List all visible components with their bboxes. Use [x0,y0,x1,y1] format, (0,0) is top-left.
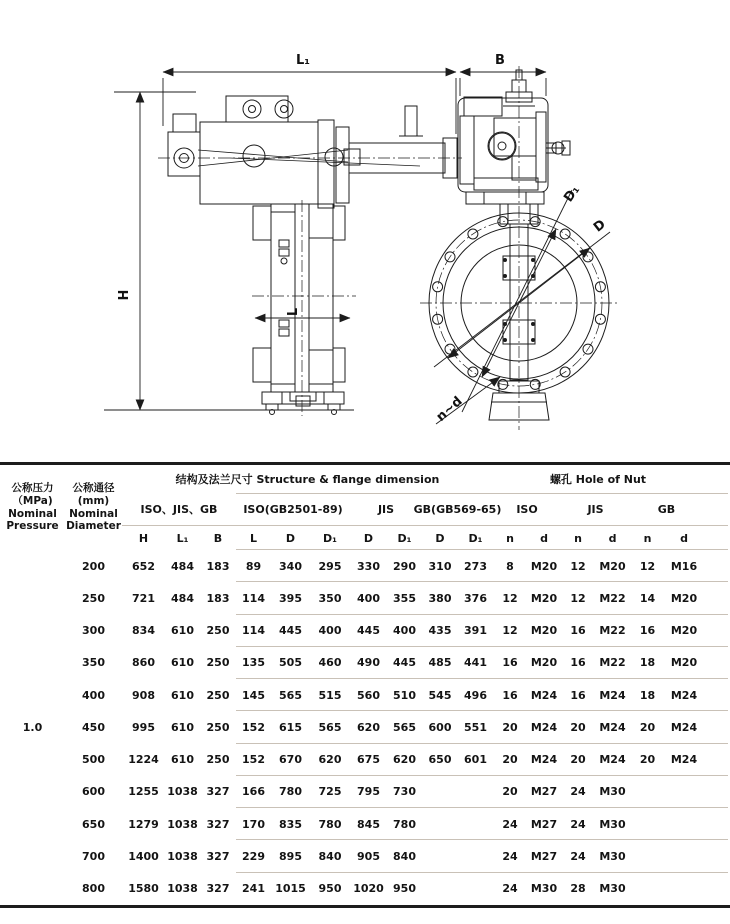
table-cell: 460 [318,656,342,670]
table-cell: 24 [570,785,586,799]
table-cell: M20 [599,559,626,573]
table-cell: 670 [279,753,302,767]
table-cell: 610 [171,624,194,638]
table-cell: 840 [393,850,416,864]
col-d-gb: D [435,531,445,545]
table-cell: 250 [206,624,230,638]
table-cell: 730 [393,785,416,799]
col-n-jis: n [574,531,582,545]
table-cell: M20 [670,656,698,670]
table-cell: 560 [357,688,380,702]
table-cell: 229 [242,850,265,864]
pressure-header-en2: Pressure [6,520,59,533]
col-d-nut-iso: d [540,531,548,545]
nominal-diameter-cell: 250 [82,591,105,605]
table-cell: 610 [171,688,194,702]
table-cell: 565 [393,720,416,734]
table-row [0,679,730,711]
bolt-hole [498,217,508,227]
subhead-iso-flange: ISO(GB2501-89) [243,502,343,516]
nominal-diameter-cell: 400 [82,688,105,702]
table-cell: M24 [599,753,626,767]
table-cell: 445 [279,624,302,638]
table-cell: 135 [242,656,265,670]
table-cell: 1255 [128,785,159,799]
table-cell [422,808,458,840]
table-cell [422,873,458,905]
table-cell [630,840,665,872]
table-cell: 20 [639,720,656,734]
diameter-header-en2: Diameter [66,520,121,533]
table-cell: M20 [530,624,558,638]
table-cell: 620 [357,720,380,734]
table-cell: 166 [242,785,265,799]
col-l1: L₁ [176,531,189,545]
subhead-jis-nut: JIS [587,502,604,516]
table-row [0,744,730,776]
table-cell: 18 [639,688,656,702]
col-d-nut-jis: d [608,531,617,545]
table-cell [458,840,493,872]
table-cell: 290 [393,559,416,573]
table-cell [665,808,703,840]
table-cell: 14 [639,591,656,605]
subhead-iso-jis-gb: ISO、JIS、GB [140,503,218,516]
col-d1-jis: D₁ [397,531,412,545]
nominal-diameter-cell: 800 [82,882,105,896]
pressure-header-unit: （MPa) [12,494,53,507]
table-cell: 12 [502,624,518,638]
table-cell [422,776,458,808]
table-cell: 1038 [167,817,198,831]
table-cell: 1400 [128,850,159,864]
dim-label-nd: n~d [433,393,466,425]
group-hole-of-nut: 螺孔 Hole of Nut [549,472,647,486]
col-d-nut-gb: d [680,531,688,545]
table-cell: 241 [242,882,265,896]
table-cell: 721 [132,591,155,605]
table-cell: 1279 [128,817,159,831]
table-cell: 114 [242,591,265,605]
table-cell: M27 [530,785,558,799]
header-rule-2 [122,525,728,526]
table-cell: 273 [464,559,487,573]
table-cell: 20 [639,753,656,767]
valve-drawing [0,0,730,460]
table-cell: 12 [570,591,586,605]
table-cell: 24 [502,817,518,831]
table-cell: 327 [206,817,230,831]
table-cell: 170 [242,817,265,831]
table-cell: M24 [670,720,698,734]
dim-label-h: H [117,289,132,301]
table-cell: 1038 [167,850,198,864]
table-row [0,582,730,614]
table-cell: 995 [132,720,155,734]
col-d1-gb: D₁ [468,531,483,545]
table-cell: M27 [530,817,558,831]
table-cell: M20 [530,559,558,573]
diameter-header-zh: 公称通径 [72,482,115,495]
table-cell: 20 [502,785,518,799]
diameter-header-unit: (mm) [77,494,110,507]
table-cell: 834 [132,624,155,638]
bolt-hole [468,367,478,377]
col-n-gb: n [643,531,652,545]
subhead-iso-nut: ISO [516,502,538,516]
col-h: H [138,531,149,545]
dimensions [104,53,610,425]
table-cell: M24 [530,753,558,767]
table-cell: 445 [357,624,380,638]
nominal-diameter-cell: 200 [82,559,105,573]
table-body [0,550,730,905]
table-cell: 8 [506,559,514,573]
table-cell: 620 [393,753,416,767]
group-structure-flange: 结构及法兰尺寸 Structure & flange dimension [175,472,440,486]
table-cell: 16 [502,656,518,670]
table-cell: 114 [242,624,265,638]
dim-label-b: B [495,53,505,68]
table-cell: 441 [464,656,487,670]
table-cell: 485 [428,656,452,670]
table-cell: 250 [206,656,230,670]
left-view [158,96,462,416]
table-cell: 330 [357,559,380,573]
dim-label-l1: L₁ [296,53,310,68]
table-cell: 400 [357,591,380,605]
table-header [0,465,730,550]
table-cell: 400 [393,624,416,638]
table-cell [458,808,493,840]
table-cell: 391 [464,624,487,638]
table-cell: 565 [318,720,342,734]
table-cell: 327 [206,850,230,864]
pressure-header-en1: Nominal [8,507,57,520]
table-cell: M24 [670,753,698,767]
table-cell: 20 [570,753,586,767]
table-cell: 610 [171,753,194,767]
table-cell: 725 [318,785,342,799]
table-cell: 600 [428,720,452,734]
dimension-table [0,462,730,908]
table-cell: 780 [279,785,302,799]
table-cell: M30 [530,882,558,896]
table-cell: M20 [530,656,558,670]
table-cell: 795 [357,785,380,799]
table-cell: 340 [279,559,302,573]
nominal-diameter-cell: 650 [82,817,105,831]
table-cell: M16 [670,559,698,573]
table-cell: 620 [318,753,342,767]
table-cell: 20 [570,720,586,734]
pressure-header-zh: 公称压力 [11,482,54,495]
table-cell: 545 [428,688,452,702]
table-cell: 12 [502,591,518,605]
table-cell: 515 [318,688,342,702]
table-cell: 484 [171,591,194,605]
diameter-header-en1: Nominal [69,507,118,520]
table-cell: 24 [570,850,586,864]
table-cell: 650 [428,753,452,767]
table-row [0,776,730,808]
table-cell: 908 [132,688,155,702]
table-cell [630,776,665,808]
col-d-iso: D [285,531,296,545]
table-cell: 183 [206,591,230,605]
table-cell: 845 [357,817,380,831]
table-cell [665,840,703,872]
table-cell: 780 [318,817,342,831]
table-cell: 1038 [167,785,198,799]
table-cell: 484 [171,559,194,573]
table-cell [458,776,493,808]
table-cell: 1038 [167,882,198,896]
table-row [0,873,730,905]
dim-label-d1: D₁ [561,182,584,206]
table-row [0,615,730,647]
table-cell: 835 [279,817,302,831]
nominal-diameter-cell: 450 [82,720,105,734]
table-cell: 152 [242,753,265,767]
header-rule-1 [236,493,728,494]
table-cell: 16 [502,688,518,702]
table-cell: 152 [242,720,265,734]
table-cell: 551 [464,720,487,734]
table-cell: 610 [171,656,194,670]
table-row [0,711,730,743]
table-cell: 1015 [275,882,306,896]
table-cell: M30 [599,850,626,864]
table-cell: 565 [279,688,302,702]
table-cell: 505 [279,656,302,670]
pressure-value: 1.0 [22,721,43,734]
table-cell: M27 [530,850,558,864]
table-cell: 16 [639,624,656,638]
table-cell: 250 [206,753,230,767]
bolt-hole [560,229,570,239]
table-cell: 20 [502,753,518,767]
table-cell: 145 [242,688,265,702]
table-bottom-border [0,905,730,908]
dim-label-d: D [590,217,609,236]
table-cell: M30 [599,785,626,799]
table-cell [630,808,665,840]
table-cell: 510 [393,688,416,702]
table-cell [458,873,493,905]
col-b: B [213,531,223,545]
table-cell: M20 [670,591,698,605]
col-n-iso: n [506,531,514,545]
table-cell: 601 [464,753,487,767]
table-cell: 12 [570,559,586,573]
pressure-column-header [0,465,65,550]
table-cell: 24 [502,882,518,896]
table-cell: M22 [599,656,626,670]
table-cell: 895 [279,850,302,864]
table-cell: 675 [357,753,380,767]
table-cell: 355 [393,591,416,605]
table-row [0,550,730,582]
table-cell: 376 [464,591,487,605]
table-cell: 28 [570,882,586,896]
diameter-column-header [65,465,122,550]
table-cell: 380 [428,591,452,605]
table-cell: 24 [570,817,586,831]
dim-label-l: L [286,307,301,317]
nominal-diameter-cell: 600 [82,785,105,799]
nominal-diameter-cell: 500 [82,753,105,767]
table-cell: 395 [279,591,302,605]
table-cell [422,840,458,872]
table-cell: M22 [599,624,626,638]
table-row [0,840,730,872]
table-cell: 610 [171,720,194,734]
col-d-jis: D [363,531,374,545]
table-cell: M22 [599,591,626,605]
table-cell: 295 [318,559,342,573]
table-cell: 310 [428,559,452,573]
table-cell: 615 [279,720,302,734]
table-cell: 327 [206,785,230,799]
table-cell [665,873,703,905]
table-cell: 16 [570,624,586,638]
table-row [0,808,730,840]
table-cell: 1224 [128,753,159,767]
table-cell: 445 [393,656,416,670]
table-cell: 950 [318,882,342,896]
table-cell: 350 [318,591,342,605]
nominal-diameter-cell: 300 [82,624,105,638]
table-cell: 24 [502,850,518,864]
table-cell: 18 [639,656,656,670]
table-cell: 652 [132,559,155,573]
table-cell: 16 [570,656,586,670]
table-cell: 860 [132,656,155,670]
table-cell [630,873,665,905]
table-cell: 16 [570,688,586,702]
table-cell [665,776,703,808]
table-cell: 250 [206,720,230,734]
table-cell: M24 [530,688,558,702]
subhead-gb-nut: GB [657,502,676,516]
table-cell: 490 [357,656,380,670]
table-cell: 435 [428,624,452,638]
table-cell: 183 [206,559,230,573]
table-cell: 12 [639,559,656,573]
table-cell: 89 [245,559,262,573]
nominal-diameter-cell: 350 [82,656,105,670]
table-cell: 905 [357,850,380,864]
table-cell: 840 [318,850,342,864]
table-cell: M24 [599,720,626,734]
table-cell: 496 [464,688,487,702]
col-d1-iso: D₁ [323,531,337,545]
table-cell: 1020 [353,882,384,896]
table-cell: 327 [206,882,230,896]
table-cell: M20 [670,624,698,638]
table-cell: M30 [599,817,626,831]
subhead-gb-flange: GB(GB569-65) [413,502,502,516]
table-cell: M30 [599,882,626,896]
table-cell: 780 [393,817,416,831]
subhead-jis-flange: JIS [377,502,395,516]
table-cell: 20 [502,720,518,734]
table-cell: 400 [318,624,342,638]
table-cell: M24 [530,720,558,734]
table-cell: M20 [530,591,558,605]
col-l: L [249,531,257,545]
table-cell: M24 [670,688,698,702]
table-cell: M24 [599,688,626,702]
table-cell: 950 [393,882,416,896]
table-row [0,647,730,679]
table-cell: 250 [206,688,230,702]
table-cell: 1580 [128,882,159,896]
nominal-diameter-cell: 700 [82,850,105,864]
